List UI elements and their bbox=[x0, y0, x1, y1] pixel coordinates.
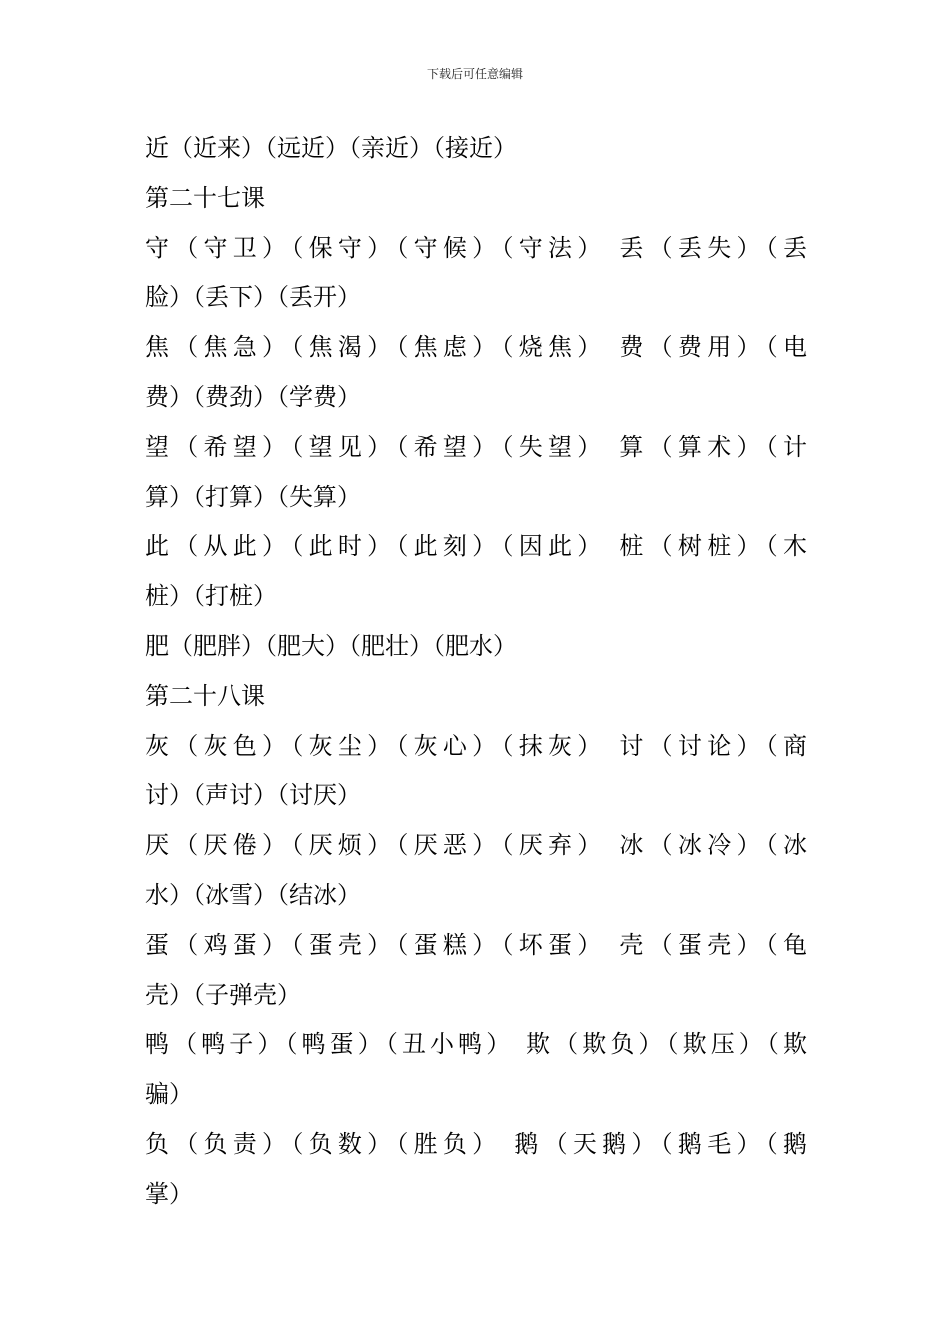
text-line: 守（守卫）（保守）（守候）（守法） 丢（丢失）（丢 bbox=[145, 233, 807, 262]
text-line: 算）（打算）（失算） bbox=[145, 482, 361, 511]
text-line: 望（希望）（望见）（希望）（失望） 算（算术）（计 bbox=[145, 432, 807, 461]
text-line: 近（近来）（远近）（亲近）（接近） bbox=[145, 134, 517, 162]
text-line: 费）（费劲）（学费） bbox=[145, 382, 361, 411]
text-line: 讨）（声讨）（讨厌） bbox=[145, 781, 361, 810]
text-line: 壳）（子弹壳） bbox=[145, 980, 301, 1009]
text-line: 负（负责）（负数）（胜负） 鹅（天鹅）（鹅毛）（鹅 bbox=[145, 1129, 807, 1158]
text-line: 此（从此）（此时）（此刻）（因此） 桩（树桩）（木 bbox=[145, 532, 807, 561]
text-line: 掌） bbox=[145, 1179, 193, 1208]
text-line: 厌（厌倦）（厌烦）（厌恶）（厌弃） 冰（冰冷）（冰 bbox=[145, 831, 807, 860]
text-line: 肥（肥胖）（肥大）（肥壮）（肥水） bbox=[145, 631, 517, 660]
text-line: 蛋（鸡蛋）（蛋壳）（蛋糕）（坏蛋） 壳（蛋壳）（龟 bbox=[145, 930, 807, 959]
text-line: 焦（焦急）（焦渴）（焦虑）（烧焦） 费（费用）（电 bbox=[145, 333, 807, 362]
text-line: 脸）（丢下）（丢开） bbox=[145, 283, 361, 312]
text-line: 骗） bbox=[145, 1080, 193, 1109]
document-body bbox=[145, 124, 807, 1220]
page-header-note: 下载后可任意编辑 bbox=[426, 67, 523, 81]
text-line: 第二十八课 bbox=[145, 681, 265, 710]
text-line: 水）（冰雪）（结冰） bbox=[145, 880, 361, 909]
text-line: 第二十七课 bbox=[145, 183, 265, 212]
text-line: 鸭（鸭子）（鸭蛋）（丑小鸭） 欺（欺负）（欺压）（欺 bbox=[145, 1030, 807, 1059]
text-line: 灰（灰色）（灰尘）（灰心）（抹灰） 讨（讨论）（商 bbox=[145, 731, 807, 760]
text-line: 桩）（打桩） bbox=[145, 582, 277, 611]
